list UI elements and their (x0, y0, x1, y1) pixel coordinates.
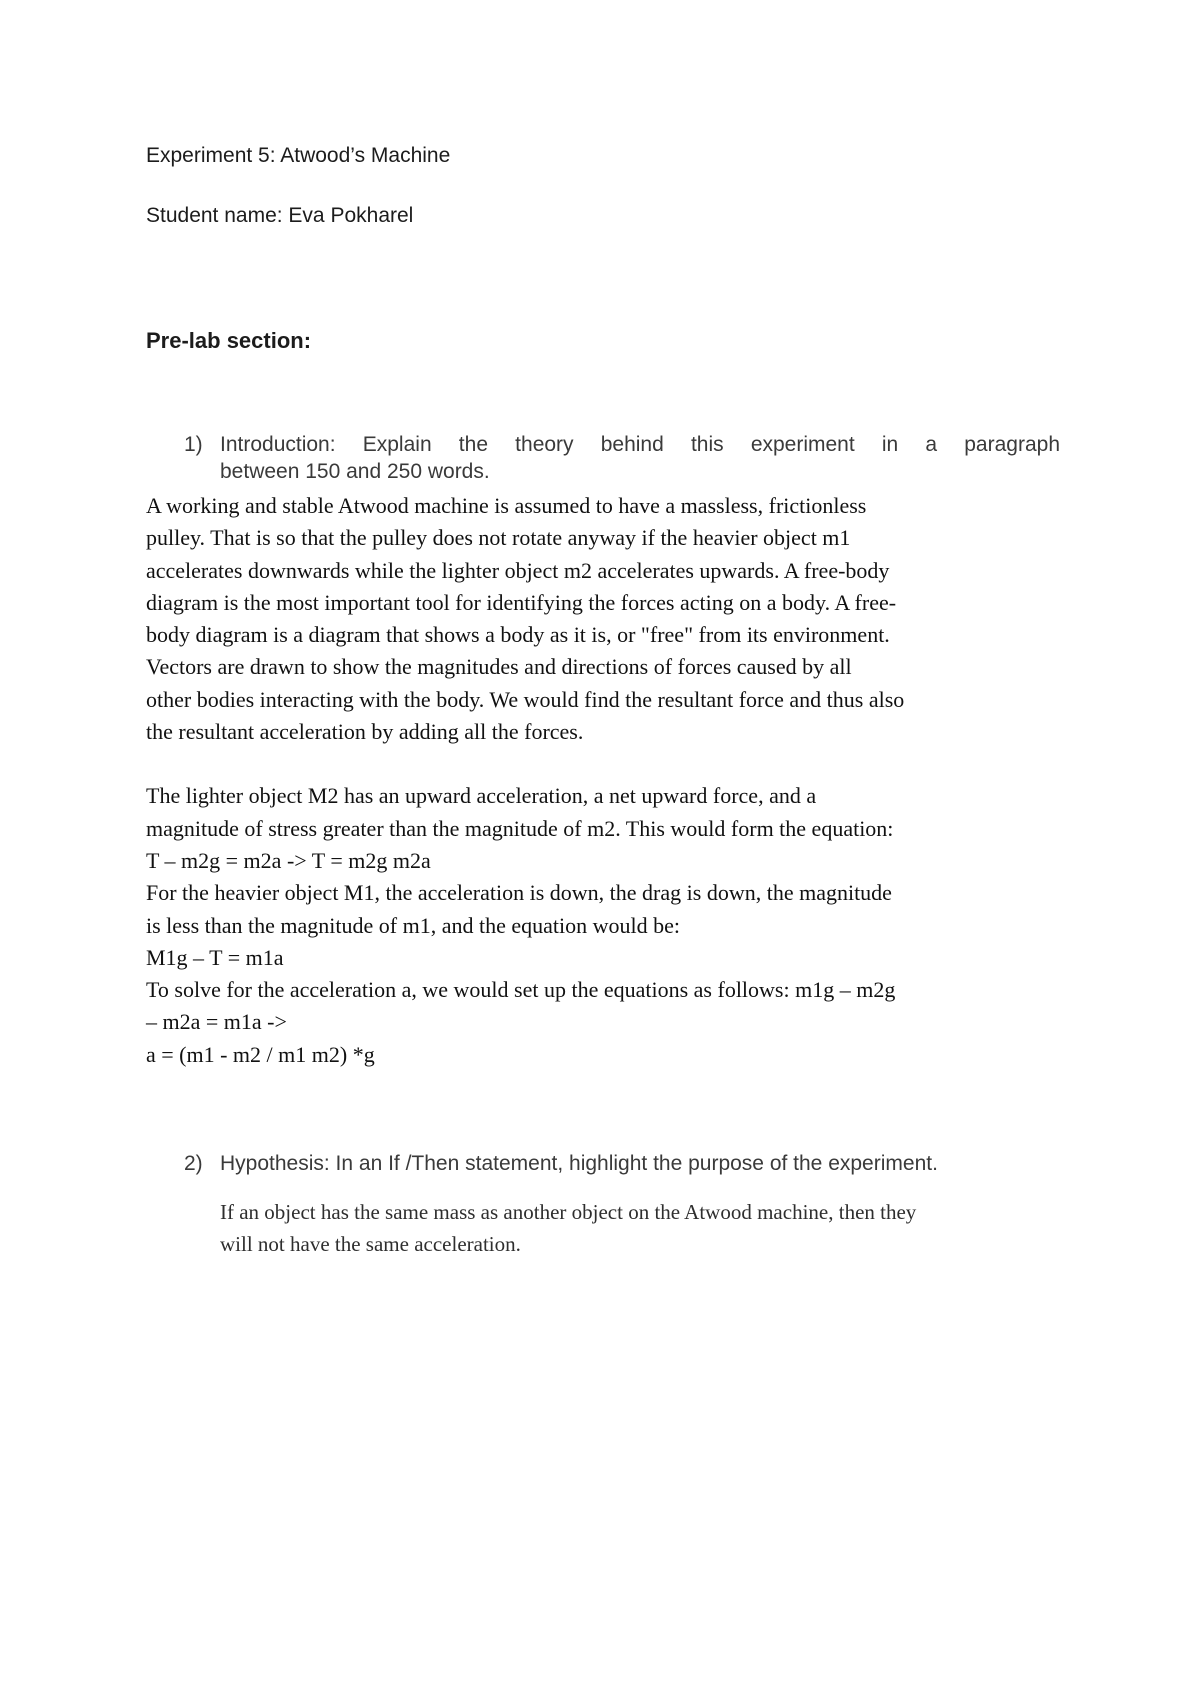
answer-line: The lighter object M2 has an upward acceleration, a net upward force, and a (146, 783, 817, 809)
section-heading: Pre-lab section: (146, 328, 312, 353)
question-number: 1) (184, 433, 203, 456)
answer-line: Vectors are drawn to show the magnitudes and directions of forces caused by all (146, 654, 852, 680)
answer-line: pulley. That is so that the pulley does not rotate anyway if the heavier object m1 (146, 525, 851, 551)
document-title: Experiment 5: Atwood’s Machine (146, 144, 451, 167)
question-introduction (184, 431, 1060, 485)
question-hypothesis (184, 1150, 1084, 1177)
question-number: 2) (184, 1152, 203, 1175)
answer-line: the resultant acceleration by adding all the forces. (146, 719, 584, 745)
equation-line: a = (m1 - m2 / m1 m2) *g (146, 1041, 375, 1067)
hypothesis-answer (220, 1196, 1070, 1260)
answer-line: magnitude of stress greater than the magnitude of m2. This would form the equation: (146, 815, 894, 841)
answer-line: body diagram is a diagram that shows a body as it is, or "free" from its environment. (146, 622, 890, 648)
paragraph-gap (146, 748, 1066, 780)
question-text: Hypothesis: In an If /Then statement, highlight the purpose of the experiment. (220, 1152, 938, 1175)
answer-line: For the heavier object M1, the acceleration is down, the drag is down, the magnitude (146, 880, 892, 906)
answer-line: other bodies interacting with the body. We would find the resultant force and thus also (146, 686, 905, 712)
answer-line: A working and stable Atwood machine is assumed to have a massless, frictionless (146, 493, 867, 518)
answer-line: To solve for the acceleration a, we would set up the equations as follows: m1g – m2g (146, 977, 896, 1003)
equation-line: T – m2g = m2a -> T = m2g m2a (146, 847, 431, 873)
answer-line: is less than the magnitude of m1, and the equation would be: (146, 912, 681, 938)
equation-line: M1g – T = m1a (146, 944, 284, 970)
question-text-line-2: between 150 and 250 words. (220, 460, 490, 483)
answer-line: will not have the same acceleration. (220, 1232, 521, 1256)
question-text-line-1: Introduction: Explain the theory behind this experiment in a paragraph (220, 433, 1060, 456)
question-line (184, 431, 1060, 458)
answer-line: accelerates downwards while the lighter object m2 accelerates upwards. A free-body (146, 557, 890, 583)
introduction-answer (146, 490, 1066, 1071)
student-name: Student name: Eva Pokharel (146, 204, 414, 227)
equation-line: – m2a = m1a -> (146, 1009, 287, 1035)
answer-line: diagram is the most important tool for identifying the forces acting on a body. A free- (146, 589, 897, 615)
answer-line: If an object has the same mass as another object on the Atwood machine, then they (220, 1200, 917, 1224)
